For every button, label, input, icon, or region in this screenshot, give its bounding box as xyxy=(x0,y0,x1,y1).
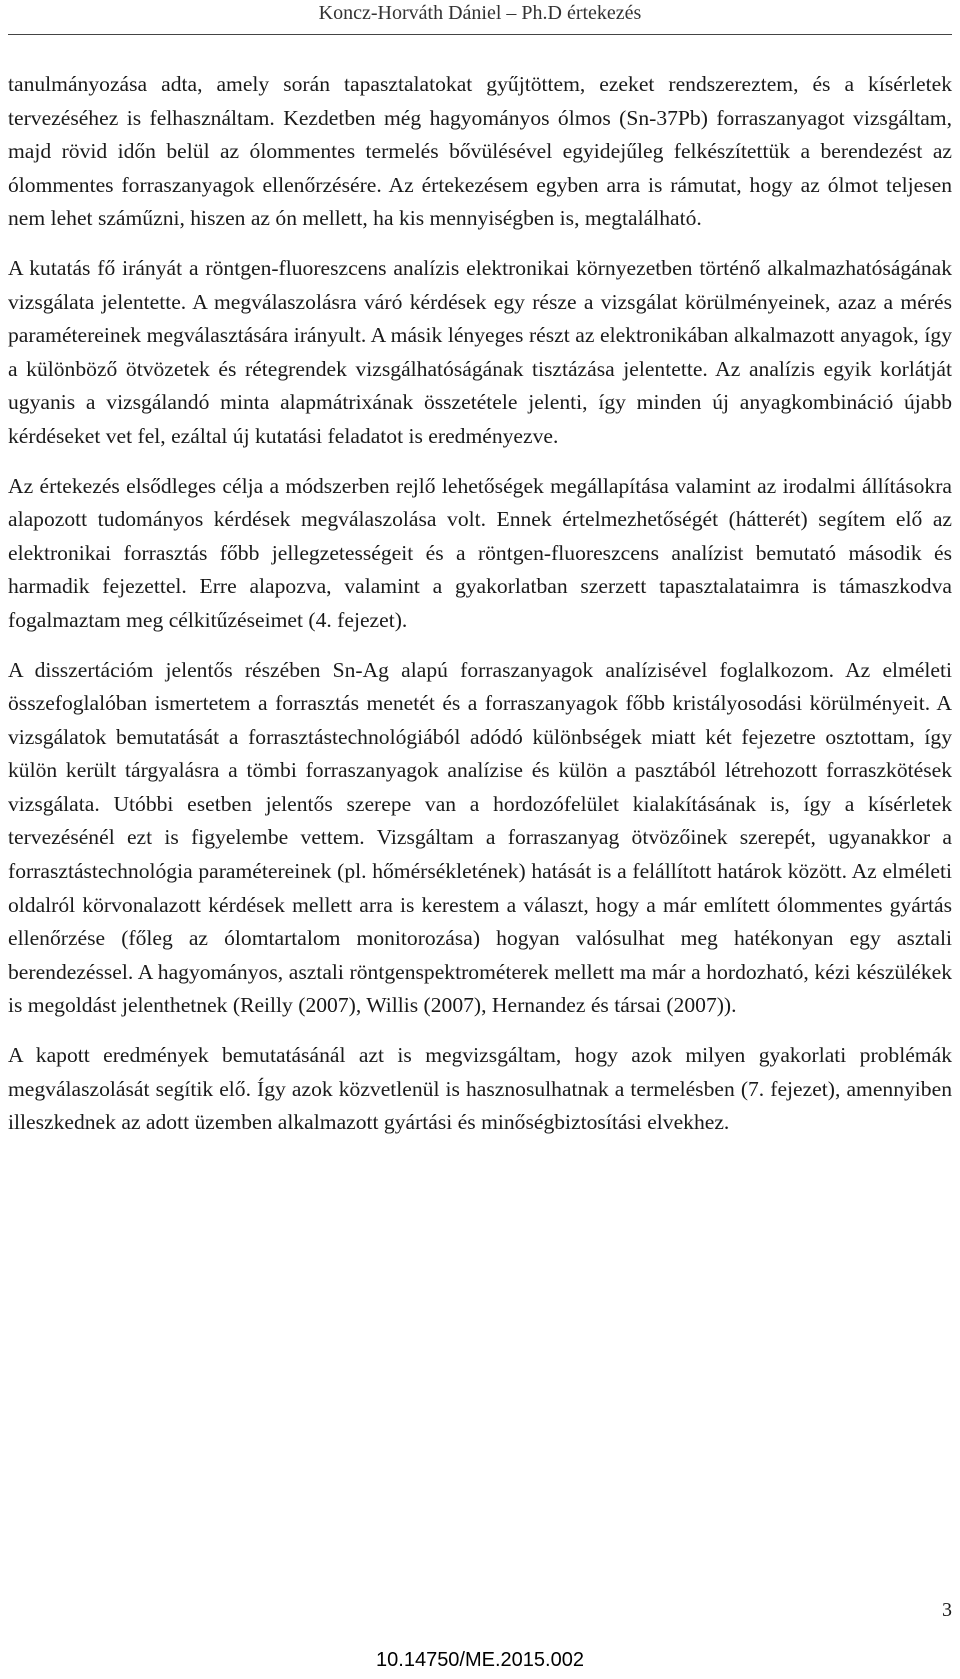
paragraph: A kapott eredmények bemutatásánál azt is megvizsgáltam, hogy azok milyen gyakorlati problémák megválaszolását segítik elő. Így azok közvetlenül is hasznosulhatnak a termelésben (7. fejezet), amennyiben illeszkednek az adott üzemben alkalmazott gyártási és minőségbiztosítási elvekhez. xyxy=(8,1043,952,1135)
paragraph: A kutatás fő irányát a röntgen-fluoreszcens analízis elektronikai környezetben történő alkalmazhatóságának vizsgálata jelentette. A megválaszolásra váró kérdések egy része a vizsgálat körülményeinek, azaz a mérés paramétereinek megválasztására irányult. A másik lényeges részt az elektronikában alkalmazott anyagok, így a különböző ötvözetek és rétegrendek vizsgálhatóságának tisztázása jelentette. Az analízis egyik korlátját ugyanis a vizsgálandó minta alapmátrixának összetétele jelenti, így minden új anyagkombináció újabb kérdéseket vet fel, ezáltal új kutatási feladatot is eredményezve. xyxy=(8,255,952,448)
running-header: Koncz-Horváth Dániel – Ph.D értekezés xyxy=(318,2,642,24)
body-text xyxy=(8,68,952,1156)
header-divider xyxy=(8,34,952,35)
doi-footer: 10.14750/ME.2015.002 xyxy=(376,1649,584,1671)
paragraph: A disszertációm jelentős részében Sn-Ag alapú forraszanyagok analízisével foglalkozom. Az elméleti összefoglalóban ismertetem a forrasztás menetét és a forraszanyagok főbb kristályosodási körülményeit. A vizsgálatok bemutatását a forrasztástechnológiából adódó különbségek miatt két fejezetre osztottam, így külön került tárgyalásra a tömbi forraszanyagok analízise és külön a pasztából létrehozott forraszkötések vizsgálata. Utóbbi esetben jelentős szerepe van a hordozófelület kialakításának is, így a kísérletek tervezésénél ezt is figyelembe vettem. Vizsgáltam a forraszanyag ötvözőinek szerepét, ugyanakkor a forrasztástechnológia paramétereinek (pl. hőmérsékletének) hatását is a felállított határok között. Az elméleti oldalról körvonalazott kérdések mellett arra is kerestem a választ, hogy a már említett ólommentes gyártás ellenőrzése (főleg az ólomtartalom monitorozása) hogyan valósulhat meg hatékonyan egy asztali berendezéssel. A hagyományos, asztali röntgenspektrométerek mellett ma már a hordozható, kézi készülékek is megoldást jelenthetnek (Reilly (2007), Willis (2007), Hernandez és társai (2007)). xyxy=(8,657,952,1018)
paragraph: Az értekezés elsődleges célja a módszerben rejlő lehetőségek megállapítása valamint az irodalmi állításokra alapozott tudományos kérdések megválaszolása volt. Ennek értelmezhetőségét (hátterét) segítem elő az elektronikai forrasztás főbb jellegzetességeit és a röntgen-fluoreszcens analízist bemutató második és harmadik fejezettel. Erre alapozva, valamint a gyakorlatban szerzett tapasztalataimra is támaszkodva fogalmaztam meg célkitűzéseimet (4. fejezet). xyxy=(8,473,952,632)
page-number: 3 xyxy=(942,1599,952,1621)
paragraph: tanulmányozása adta, amely során tapasztalatokat gyűjtöttem, ezeket rendszereztem, és a kísérletek tervezéséhez is felhasználtam. Kezdetben még hagyományos ólmos (Sn-37Pb) forraszanyagot vizsgáltam, majd rövid időn belül az ólommentes termelés bővülésével egyidejűleg felkészítettük a berendezést az ólommentes forraszanyagok ellenőrzésére. Az értekezésem egyben arra is rámutat, hogy az ólmot teljesen nem lehet száműzni, hiszen az ón mellett, ha kis mennyiségben is, megtalálható. xyxy=(8,72,952,231)
